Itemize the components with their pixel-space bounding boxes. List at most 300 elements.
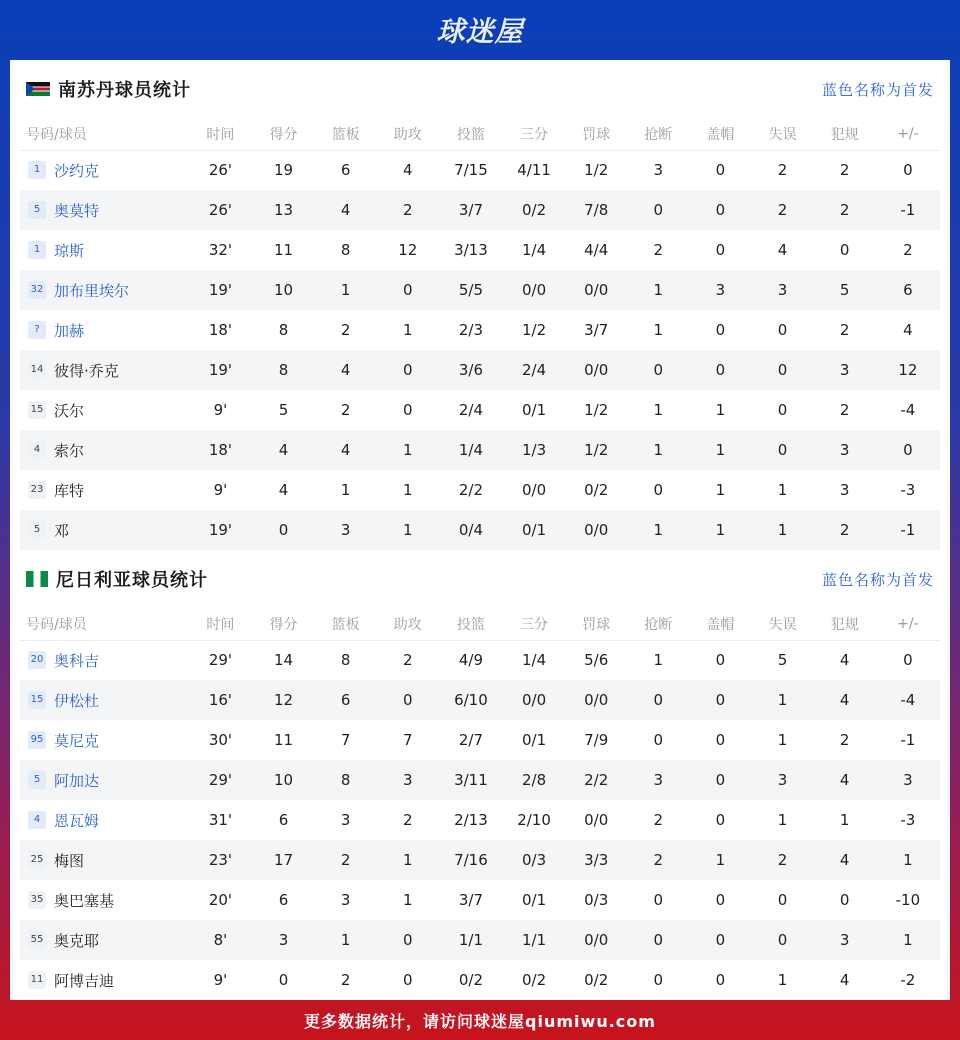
nigeria-flag-icon: [26, 571, 48, 587]
column-header: 抢断: [627, 608, 689, 640]
jersey-number-badge: 5: [28, 521, 46, 539]
player-name: 加布里埃尔: [54, 281, 130, 300]
starter-legend-note: 蓝色名称为首发: [821, 570, 934, 589]
stat-cell: 0: [627, 190, 689, 230]
player-cell: [20, 390, 188, 430]
stat-cell: 2/4: [503, 350, 565, 390]
stat-cell: 2: [403, 811, 413, 829]
player-cell: [20, 150, 188, 190]
stat-cell: 0/2: [584, 971, 609, 989]
stat-cell: 0: [715, 811, 726, 829]
team-title: 尼日利亚球员统计: [56, 570, 208, 591]
brand-logo: 球迷屋: [436, 15, 524, 48]
jersey-number-badge: 25: [28, 851, 46, 869]
stat-cell: 0/0: [565, 920, 627, 960]
stat-cell: 0/0: [521, 481, 547, 499]
player-cell: [20, 470, 188, 510]
jersey-number-badge: 5: [28, 201, 46, 219]
stat-cell: 1: [377, 510, 439, 550]
jersey-number-badge: 4: [28, 811, 46, 829]
jersey-number-badge: 32: [28, 281, 46, 299]
table-row: [20, 430, 940, 470]
stat-cell: 0/4: [439, 510, 503, 550]
player-cell: [20, 510, 188, 550]
player-cell: [20, 720, 188, 760]
stat-cell: 5: [814, 270, 876, 310]
player-name: 彼得·乔克: [54, 361, 119, 380]
stat-cell: 5: [777, 651, 788, 670]
stat-cell: 20': [208, 891, 233, 909]
stat-cell: -3: [900, 811, 916, 829]
stat-cell: 0: [715, 241, 726, 259]
stat-cell: 2: [814, 510, 876, 550]
stat-cell: 3: [252, 920, 314, 960]
table-row: [20, 150, 940, 190]
column-header: 罚球: [565, 608, 627, 640]
stat-cell: 0: [777, 891, 788, 909]
stat-cell: 3: [340, 811, 351, 829]
stat-cell: 1: [689, 840, 751, 880]
stat-cell: 1: [377, 840, 439, 880]
stat-cell: 19': [188, 270, 252, 310]
stat-cell: 2: [839, 401, 850, 419]
stat-cell: 9': [213, 481, 228, 499]
stat-cell: 7: [403, 731, 413, 749]
stat-cell: 1: [653, 651, 664, 670]
jersey-number-badge: 20: [28, 651, 46, 669]
stat-cell: 19': [188, 510, 252, 550]
column-header: +/-: [876, 118, 940, 150]
table-row: [20, 840, 940, 880]
stat-cell: 2: [839, 161, 850, 180]
stat-cell: 4: [814, 760, 876, 800]
stat-cell: 1: [777, 481, 788, 499]
stat-cell: 1: [689, 430, 751, 470]
stat-cell: 5/5: [439, 270, 503, 310]
player-name: 恩瓦姆: [54, 811, 100, 830]
jersey-number-badge: 15: [28, 691, 46, 709]
player-cell: [20, 430, 188, 470]
stat-cell: -1: [876, 510, 940, 550]
table-row: [20, 270, 940, 310]
footer-banner: [0, 1000, 960, 1040]
stat-cell: 10: [252, 760, 314, 800]
stat-cell: 1: [715, 481, 726, 499]
column-header: 盖帽: [689, 118, 751, 150]
stat-cell: 1: [627, 510, 689, 550]
player-cell: [20, 680, 188, 720]
jersey-number-badge: 23: [28, 481, 46, 499]
column-header: 篮板: [315, 608, 377, 640]
stat-cell: 0: [653, 481, 664, 499]
stat-cell: 7/15: [454, 161, 488, 180]
stat-cell: 8': [188, 920, 252, 960]
stat-cell: 3: [751, 270, 813, 310]
stat-cell: -10: [895, 891, 921, 909]
jersey-number-badge: 35: [28, 891, 46, 909]
stat-cell: 6: [876, 270, 940, 310]
stat-cell: 0: [377, 270, 439, 310]
player-cell: [20, 960, 188, 1000]
stat-cell: 14: [274, 651, 294, 670]
stat-cell: 1: [315, 270, 377, 310]
table-body: [20, 640, 940, 1000]
column-header: 助攻: [377, 118, 439, 150]
table-row: [20, 310, 940, 350]
stat-cell: 4: [403, 161, 413, 180]
stat-cell: 4: [839, 971, 850, 989]
stat-cell: 0: [777, 401, 788, 419]
jersey-number-badge: 5: [28, 771, 46, 789]
stat-cell: 6: [340, 161, 351, 180]
stat-cell: 3: [315, 510, 377, 550]
stat-cell: 1/2: [565, 430, 627, 470]
column-header: 篮板: [315, 118, 377, 150]
stat-cell: 31': [208, 811, 233, 829]
stat-cell: 4/11: [517, 161, 551, 180]
table-row: [20, 510, 940, 550]
stat-cell: 3: [839, 481, 850, 499]
column-header: 犯规: [814, 608, 876, 640]
column-header: 投篮: [439, 608, 503, 640]
stat-cell: 2/10: [517, 811, 551, 829]
player-cell: [20, 230, 188, 270]
stat-cell: 3: [814, 920, 876, 960]
stat-cell: 3: [653, 161, 664, 180]
stat-cell: 29': [188, 760, 252, 800]
stat-cell: 0: [689, 190, 751, 230]
stat-cell: 0/0: [565, 680, 627, 720]
stat-cell: 2/3: [458, 321, 483, 339]
stat-cell: 29': [208, 651, 233, 670]
stat-cell: 0/1: [503, 510, 565, 550]
section-title: [26, 76, 191, 102]
stat-cell: 0: [377, 920, 439, 960]
stat-cell: 0: [627, 350, 689, 390]
stat-cell: 18': [208, 321, 233, 339]
table-row: [20, 190, 940, 230]
stat-cell: 1: [689, 510, 751, 550]
stat-cell: 0: [839, 241, 850, 259]
stat-cell: 0: [715, 321, 726, 339]
stat-cell: 0/3: [503, 840, 565, 880]
stat-cell: 0: [653, 971, 664, 989]
stat-cell: 8: [252, 350, 314, 390]
column-header: 三分: [503, 608, 565, 640]
stat-cell: 4/4: [584, 241, 609, 259]
jersey-number-badge: 15: [28, 401, 46, 419]
column-header: 三分: [503, 118, 565, 150]
stat-cell: 0: [252, 510, 314, 550]
stat-cell: 0: [689, 680, 751, 720]
player-name: 奥莫特: [54, 201, 100, 220]
stat-cell: 2: [814, 190, 876, 230]
player-name: 库特: [54, 481, 85, 500]
team-title: 南苏丹球员统计: [58, 80, 191, 101]
stat-cell: 0/2: [521, 971, 547, 989]
section-title: [26, 566, 208, 592]
column-header: 号码/球员: [20, 608, 188, 640]
stat-cell: 4: [315, 350, 377, 390]
stat-cell: 10: [252, 270, 314, 310]
stat-cell: 0: [653, 731, 664, 749]
stat-cell: 0: [403, 401, 413, 419]
stat-cell: 0/0: [565, 510, 627, 550]
stat-cell: 0/0: [503, 680, 565, 720]
stat-cell: 4: [814, 680, 876, 720]
player-stats-table: [20, 608, 940, 1000]
stat-cell: 3/7: [458, 891, 483, 909]
stat-cell: 6: [315, 680, 377, 720]
stat-cell: 19': [188, 350, 252, 390]
stat-cell: 8: [340, 651, 351, 670]
stat-cell: 12: [252, 680, 314, 720]
stat-cell: 17: [252, 840, 314, 880]
player-stats-table: [20, 118, 940, 550]
stat-cell: 1: [715, 401, 726, 419]
stat-cell: 1: [653, 321, 664, 339]
stat-cell: 1/2: [584, 161, 609, 180]
stat-cell: 3: [814, 350, 876, 390]
stat-cell: 1: [627, 270, 689, 310]
stat-cell: 2: [403, 651, 413, 670]
stat-cell: 2: [315, 840, 377, 880]
stat-cell: 16': [188, 680, 252, 720]
top-banner: [0, 0, 960, 60]
stat-cell: 0/1: [521, 731, 547, 749]
table-body: [20, 150, 940, 550]
player-name: 沃尔: [54, 401, 85, 420]
starter-legend-note: 蓝色名称为首发: [821, 80, 934, 99]
stat-cell: 18': [188, 430, 252, 470]
stat-cell: 3: [689, 270, 751, 310]
stat-cell: 2: [839, 321, 850, 339]
stat-cell: 4/9: [458, 651, 483, 670]
table-row: [20, 390, 940, 430]
player-name: 莫尼克: [54, 731, 100, 750]
column-header: +/-: [876, 608, 940, 640]
stat-cell: 2: [653, 241, 664, 259]
stat-cell: 7/9: [584, 731, 609, 749]
column-header: 失误: [751, 608, 813, 640]
table-row: [20, 960, 940, 1000]
player-cell: [20, 920, 188, 960]
player-name: 阿加达: [54, 771, 100, 790]
jersey-number-badge: ?: [28, 321, 46, 339]
team-section-nigeria: [10, 550, 950, 1000]
column-header: 号码/球员: [20, 118, 188, 150]
stat-cell: 8: [278, 321, 289, 339]
stat-cell: 1: [315, 920, 377, 960]
stat-cell: 0/0: [565, 270, 627, 310]
stat-cell: 0: [751, 430, 813, 470]
stat-cell: 0: [715, 161, 726, 180]
stat-cell: 3/3: [565, 840, 627, 880]
team-section-south-sudan: [10, 60, 950, 550]
stat-cell: 4: [315, 430, 377, 470]
column-header: 失误: [751, 118, 813, 150]
stat-cell: 1: [751, 680, 813, 720]
stat-cell: 0: [689, 350, 751, 390]
stat-cell: 3/13: [454, 241, 488, 259]
stat-cell: 0: [876, 430, 940, 470]
table-row: [20, 720, 940, 760]
column-header: 得分: [252, 118, 314, 150]
stat-cell: 1: [377, 430, 439, 470]
player-name: 邓: [54, 521, 70, 540]
stat-cell: 6/10: [439, 680, 503, 720]
stat-cell: 0/2: [458, 971, 483, 989]
stat-cell: 2: [653, 811, 664, 829]
stat-cell: 1/3: [503, 430, 565, 470]
stat-cell: 2: [340, 321, 351, 339]
column-header: 投篮: [439, 118, 503, 150]
stat-cell: 2/2: [565, 760, 627, 800]
player-cell: [20, 800, 188, 840]
stat-cell: 2/7: [458, 731, 483, 749]
stat-cell: 1/1: [439, 920, 503, 960]
jersey-number-badge: 95: [28, 731, 46, 749]
stat-cell: -4: [876, 680, 940, 720]
table-header-row: [20, 118, 940, 150]
table-header-row: [20, 608, 940, 640]
jersey-number-badge: 11: [28, 971, 46, 989]
stat-cell: 4: [252, 430, 314, 470]
stat-cell: 1: [777, 971, 788, 989]
column-header: 抢断: [627, 118, 689, 150]
player-name: 琼斯: [54, 241, 85, 260]
jersey-number-badge: 55: [28, 931, 46, 949]
stat-cell: 2/2: [458, 481, 483, 499]
player-name: 奥巴塞基: [54, 891, 115, 910]
stat-cell: 2: [751, 840, 813, 880]
column-header: 得分: [252, 608, 314, 640]
stat-cell: 0: [751, 350, 813, 390]
player-cell: [20, 190, 188, 230]
stat-cell: 2: [340, 401, 351, 419]
player-name: 伊松杜: [54, 691, 100, 710]
stat-cell: -1: [876, 190, 940, 230]
stat-cell: -3: [900, 481, 916, 499]
stat-cell: 1/1: [503, 920, 565, 960]
player-cell: [20, 880, 188, 920]
stat-cell: 1: [403, 481, 413, 499]
stat-cell: 30': [208, 731, 233, 749]
stat-cell: 1/4: [521, 241, 547, 259]
stat-cell: 0/0: [503, 270, 565, 310]
stat-cell: -4: [900, 401, 916, 419]
stat-cell: 3: [814, 430, 876, 470]
stat-cell: 5/6: [584, 651, 609, 670]
stat-cell: 26': [208, 161, 233, 180]
stat-cell: 1: [653, 401, 664, 419]
jersey-number-badge: 1: [28, 241, 46, 259]
column-header: 盖帽: [689, 608, 751, 640]
stat-cell: 0: [751, 920, 813, 960]
table-row: [20, 680, 940, 720]
stat-cell: 0: [689, 760, 751, 800]
stat-cell: 3/6: [439, 350, 503, 390]
stat-cell: -1: [900, 731, 916, 749]
stat-cell: 2: [340, 971, 351, 989]
table-row: [20, 640, 940, 680]
stat-cell: 0/2: [503, 190, 565, 230]
column-header: 犯规: [814, 118, 876, 150]
stat-cell: 7/8: [565, 190, 627, 230]
stat-cell: 0: [715, 731, 726, 749]
stat-cell: 0: [627, 920, 689, 960]
stat-cell: 1: [876, 920, 940, 960]
stat-cell: 0: [839, 891, 850, 909]
stats-panel: [10, 60, 950, 1000]
stat-cell: 0: [903, 651, 913, 670]
stat-cell: 2: [627, 840, 689, 880]
stat-cell: 3: [751, 760, 813, 800]
stat-cell: 1: [876, 840, 940, 880]
player-name: 沙约克: [54, 161, 100, 180]
stat-cell: 0: [377, 680, 439, 720]
stat-cell: 26': [188, 190, 252, 230]
stat-cell: 8: [340, 241, 351, 259]
player-name: 奥科吉: [54, 651, 100, 670]
player-name: 梅图: [54, 851, 85, 870]
jersey-number-badge: 14: [28, 361, 46, 379]
stat-cell: 1/2: [584, 401, 609, 419]
stat-cell: 4: [278, 481, 289, 499]
south-sudan-flag-icon: [26, 82, 50, 96]
stat-cell: 0/3: [584, 891, 609, 909]
stat-cell: 0: [903, 161, 913, 180]
stat-cell: 13: [252, 190, 314, 230]
player-name: 加赫: [54, 321, 85, 340]
stat-cell: 2: [839, 731, 850, 749]
stat-cell: 0: [715, 651, 726, 670]
stat-cell: 0: [403, 971, 413, 989]
stat-cell: 2/13: [454, 811, 488, 829]
player-name: 索尔: [54, 441, 85, 460]
stat-cell: 2: [751, 190, 813, 230]
stat-cell: 1: [839, 811, 850, 829]
stat-cell: 0: [627, 680, 689, 720]
stat-cell: 3/11: [439, 760, 503, 800]
table-row: [20, 920, 940, 960]
stat-cell: 4: [777, 241, 788, 259]
stat-cell: 1: [403, 891, 413, 909]
stat-cell: 4: [903, 321, 913, 339]
stat-cell: 0: [689, 920, 751, 960]
player-cell: [20, 840, 188, 880]
stat-cell: 0/0: [565, 350, 627, 390]
stat-cell: 1/2: [521, 321, 547, 339]
stat-cell: 3/7: [584, 321, 609, 339]
stat-cell: 9': [213, 971, 228, 989]
stat-cell: 0/1: [521, 401, 547, 419]
stat-cell: 7/16: [439, 840, 503, 880]
stat-cell: 2: [777, 161, 788, 180]
stat-cell: 1/4: [439, 430, 503, 470]
stat-cell: 11: [274, 241, 294, 259]
stat-cell: 0: [715, 891, 726, 909]
column-header: 时间: [188, 118, 252, 150]
stat-cell: 1: [777, 731, 788, 749]
player-cell: [20, 760, 188, 800]
stat-cell: 4: [315, 190, 377, 230]
stat-cell: 0/2: [584, 481, 609, 499]
player-name: 阿博吉迪: [54, 971, 115, 990]
stat-cell: 1/4: [521, 651, 547, 670]
stat-cell: 11: [274, 731, 294, 749]
table-row: [20, 760, 940, 800]
